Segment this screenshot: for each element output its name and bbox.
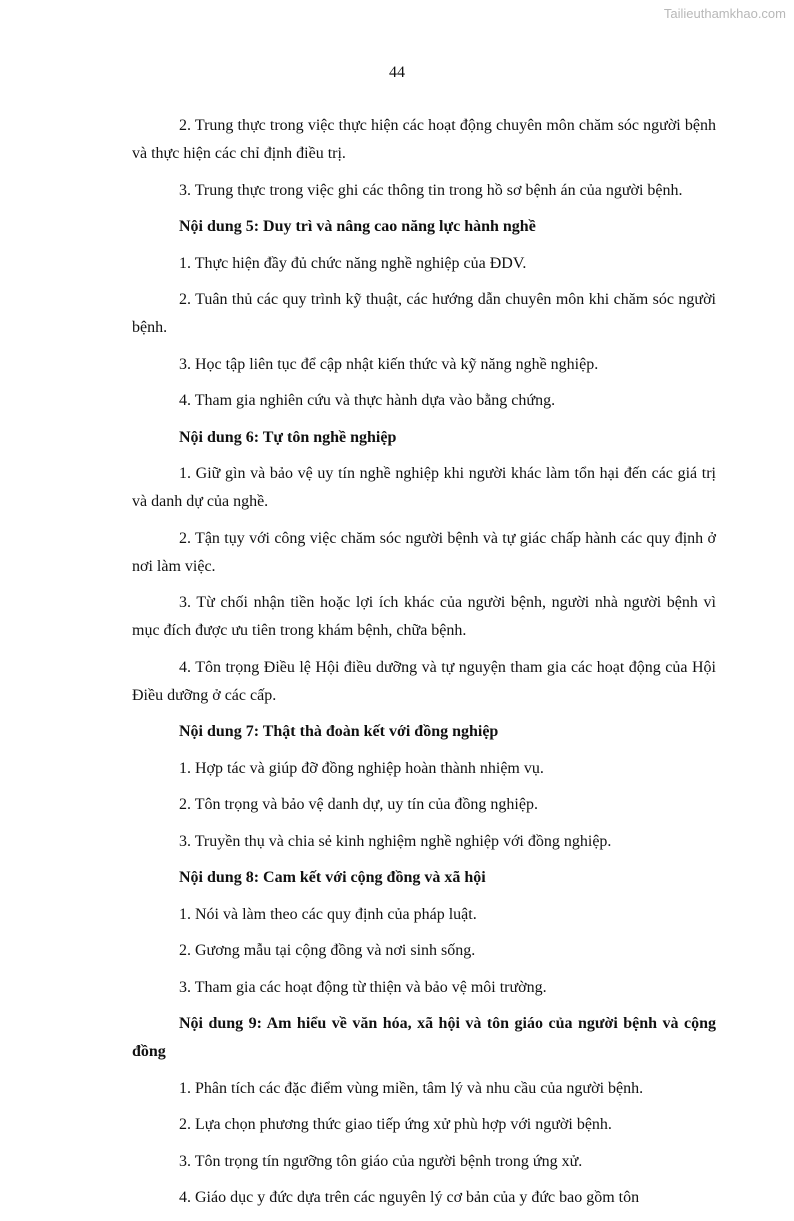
body-paragraph: 4. Tham gia nghiên cứu và thực hành dựa vào bằng chứng. — [179, 392, 556, 409]
section-heading: Nội dung 6: Tự tôn nghề nghiệp — [179, 428, 397, 446]
body-paragraph: 3. Tôn trọng tín ngưỡng tôn giáo của người bệnh trong ứng xử. — [179, 1152, 583, 1170]
body-paragraph: 1. Hợp tác và giúp đỡ đồng nghiệp hoàn thành nhiệm vụ. — [179, 759, 544, 777]
body-paragraph: 3. Truyền thụ và chia sẻ kinh nghiệm nghề nghiệp với đồng nghiệp. — [179, 832, 612, 850]
body-paragraph: 2. Trung thực trong việc thực hiện các hoạt động chuyên môn chăm sóc người bệnh và thực hiện các chỉ định điều trị. — [132, 117, 716, 162]
body-paragraph: 1. Nói và làm theo các quy định của pháp luật. — [179, 905, 477, 923]
section-heading: Nội dung 7: Thật thà đoàn kết với đồng nghiệp — [179, 723, 499, 740]
watermark-text: Tailieuthamkhao.com — [663, 6, 786, 21]
section-heading: Nội dung 9: Am hiểu về văn hóa, xã hội và tôn giáo của người bệnh và cộng đồng — [132, 1015, 716, 1060]
body-paragraph: 2. Tôn trọng và bảo vệ danh dự, uy tín của đồng nghiệp. — [179, 796, 538, 813]
body-paragraph: 2. Gương mẫu tại cộng đồng và nơi sinh sống. — [179, 942, 476, 959]
body-paragraph: 2. Tận tụy với công việc chăm sóc người bệnh và tự giác chấp hành các quy định ở nơi làm việc. — [132, 529, 716, 575]
page-number: 44 — [389, 64, 405, 81]
body-paragraph: 3. Tham gia các hoạt động từ thiện và bảo vệ môi trường. — [179, 978, 547, 996]
body-paragraph: 3. Trung thực trong việc ghi các thông tin trong hồ sơ bệnh án của người bệnh. — [179, 181, 683, 199]
body-paragraph: 2. Lựa chọn phương thức giao tiếp ứng xử phù hợp với người bệnh. — [179, 1116, 612, 1133]
section-heading: Nội dung 8: Cam kết với cộng đồng và xã hội — [179, 869, 486, 886]
body-paragraph: 1. Thực hiện đầy đủ chức năng nghề nghiệp của ĐDV. — [179, 254, 527, 272]
body-paragraph: 3. Từ chối nhận tiền hoặc lợi ích khác của người bệnh, người nhà người bệnh vì mục đích được ưu tiên trong khám bệnh, chữa bệnh. — [132, 594, 716, 639]
body-paragraph: 1. Giữ gìn và bảo vệ uy tín nghề nghiệp khi người khác làm tổn hại đến các giá trị và danh dự của nghề. — [132, 465, 716, 510]
body-paragraph: 2. Tuân thủ các quy trình kỹ thuật, các hướng dẫn chuyên môn khi chăm sóc người bệnh. — [132, 291, 716, 336]
body-paragraph: 1. Phân tích các đặc điểm vùng miền, tâm lý và nhu cầu của người bệnh. — [179, 1079, 644, 1097]
body-paragraph: 3. Học tập liên tục để cập nhật kiến thức và kỹ năng nghề nghiệp. — [179, 355, 599, 373]
body-paragraph: 4. Tôn trọng Điều lệ Hội điều dưỡng và tự nguyện tham gia các hoạt động của Hội Điều dưỡng ở các cấp. — [132, 658, 716, 704]
section-heading: Nội dung 5: Duy trì và nâng cao năng lực hành nghề — [179, 218, 536, 235]
document-body — [132, 112, 716, 1221]
body-paragraph: 4. Giáo dục y đức dựa trên các nguyên lý cơ bản của y đức bao gồm tôn — [179, 1189, 640, 1206]
